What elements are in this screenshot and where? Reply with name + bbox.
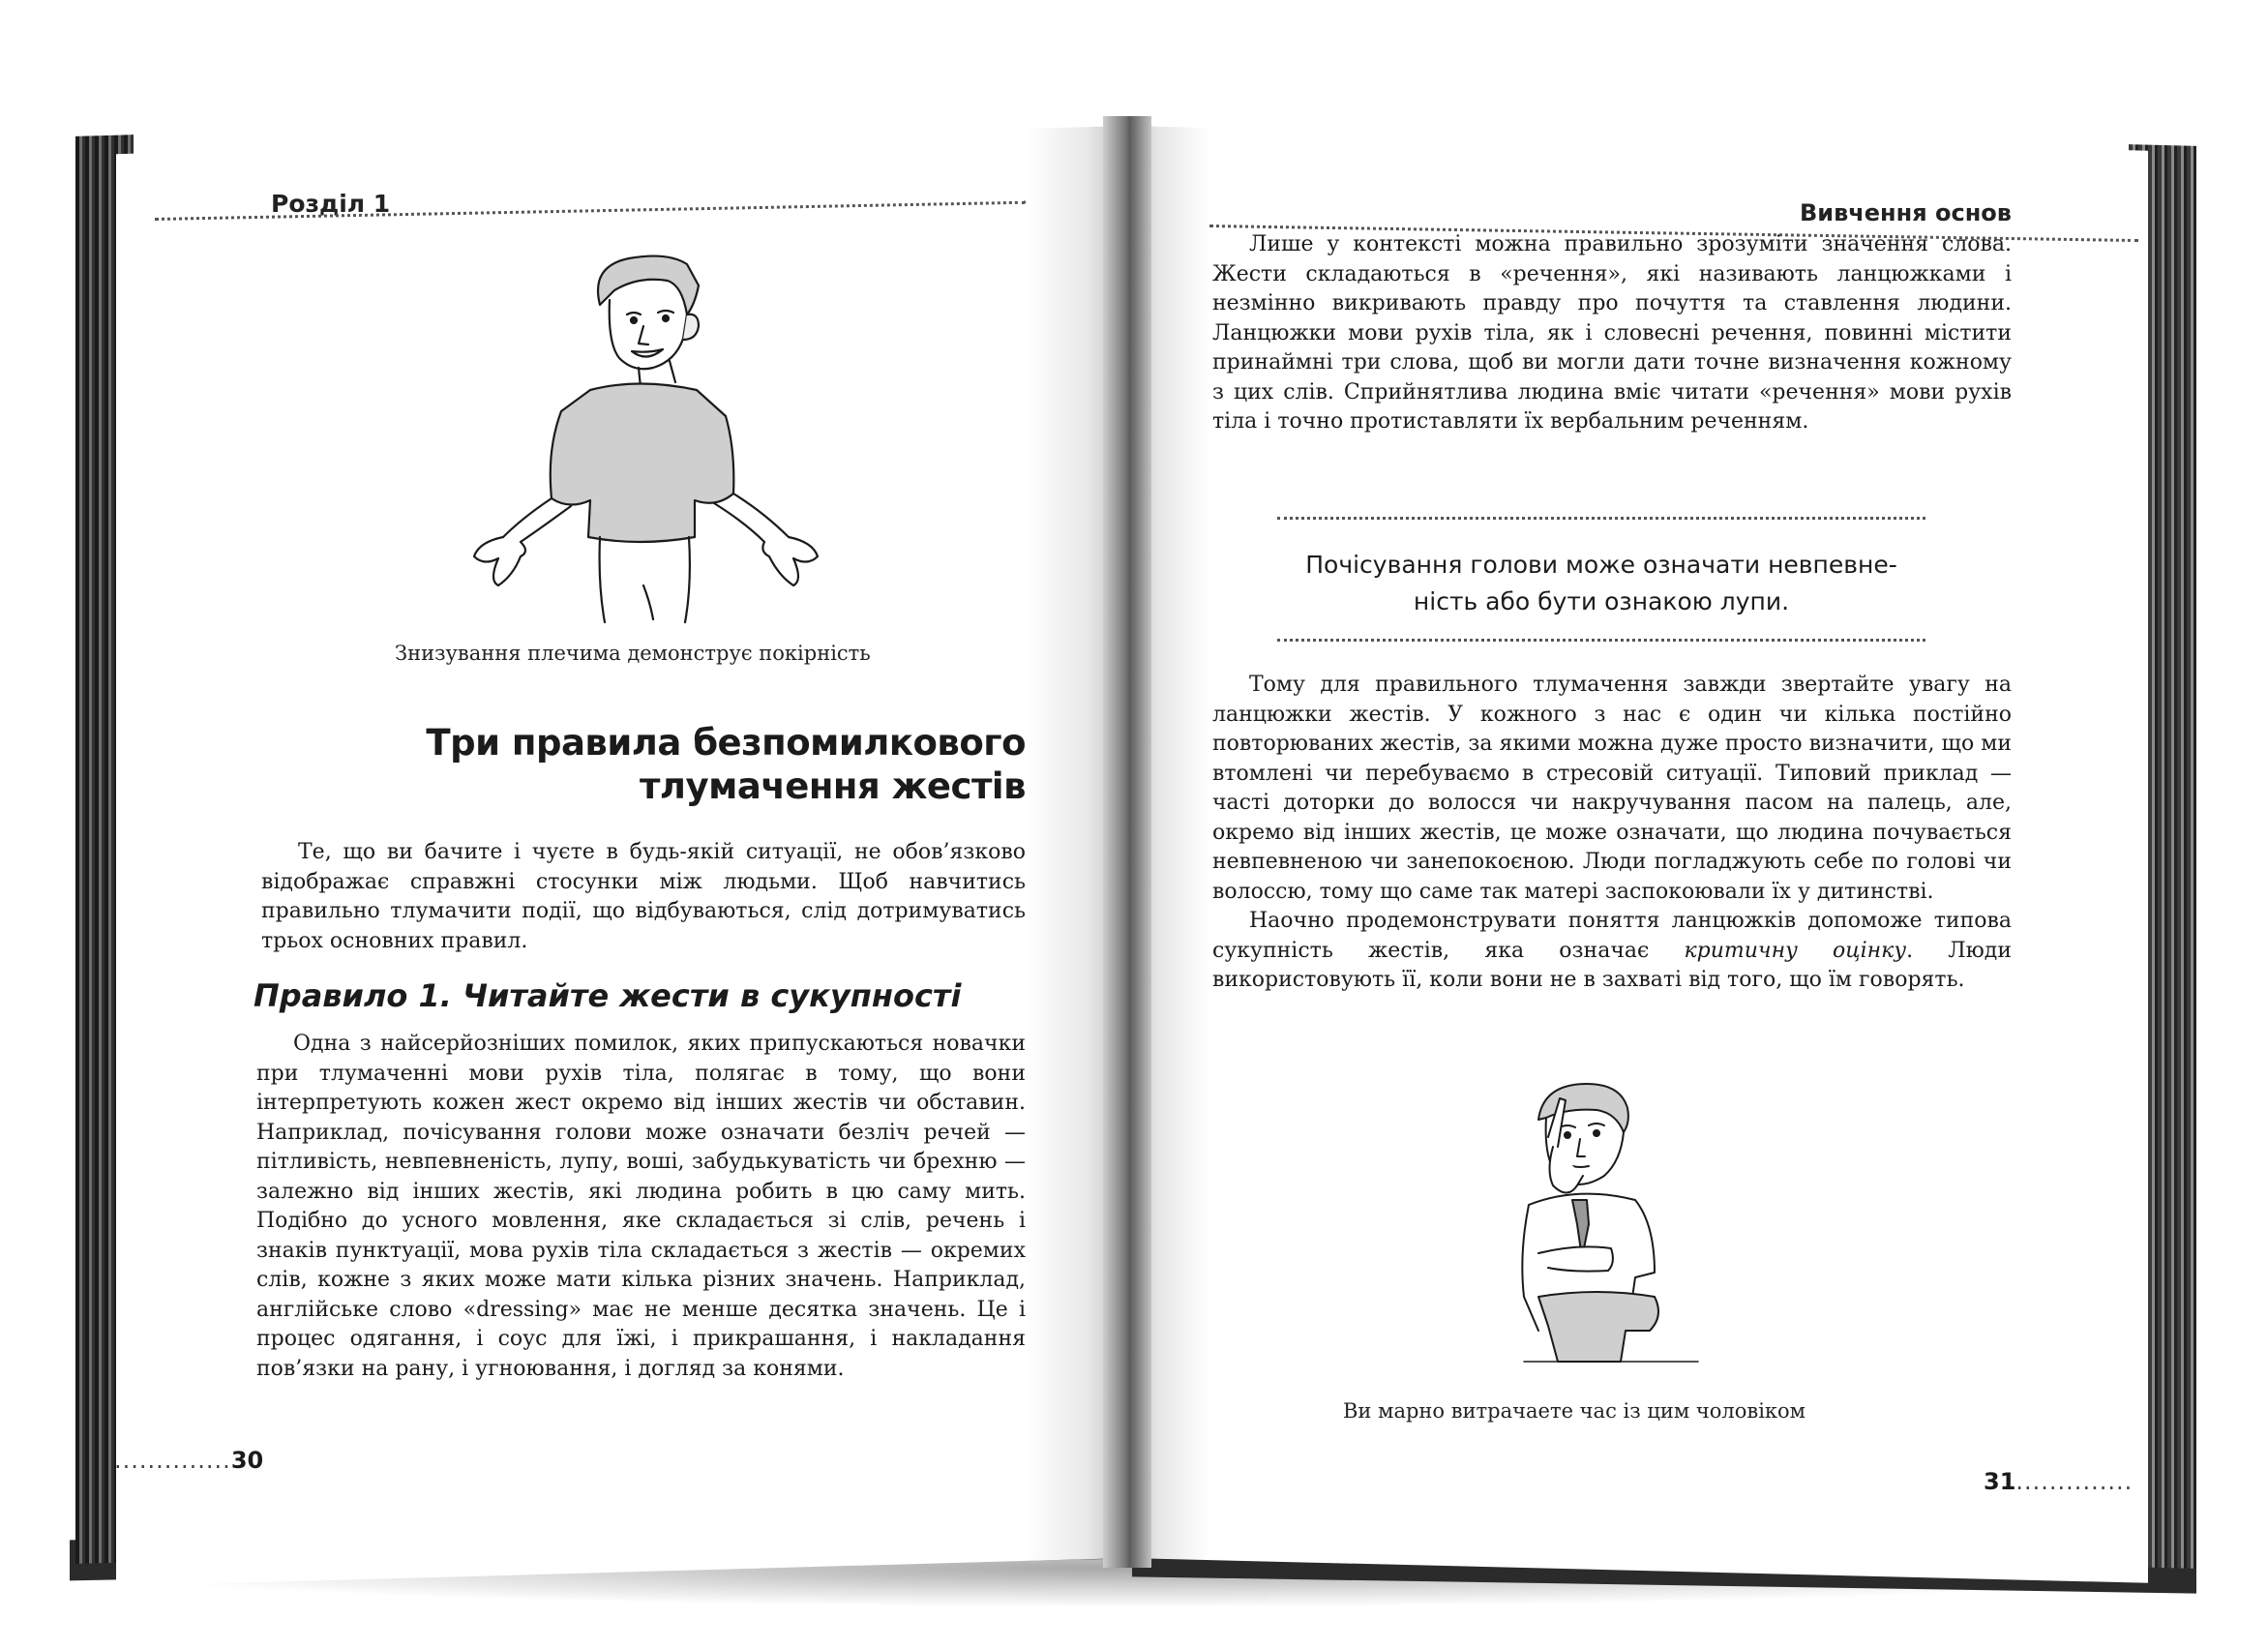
right-paragraph-3 — [1212, 907, 2012, 996]
left-page-number-dots: .............. — [114, 1447, 231, 1474]
book-spine — [1103, 116, 1151, 1568]
callout-bottom-rule — [1277, 639, 1925, 642]
section-title — [290, 721, 1026, 808]
callout-box — [1248, 547, 1955, 620]
right-page-number-dots: .............. — [2015, 1468, 2134, 1495]
rule-paragraph — [256, 1030, 1026, 1384]
right-paragraph-1 — [1212, 230, 2012, 437]
right-page-number — [1984, 1468, 2133, 1495]
right-paragraph-2 — [1212, 671, 2012, 996]
intro-paragraph-text: Те, що ви бачите і чуєте в будь-якій ситуації, не обов’язково відображає справжні стосунки між людьми. Щоб навчитись правильно тлумачити події, що відбуваються, слід дотримуватись трьох основних правил. — [261, 840, 1026, 953]
right-illustration-caption: Ви марно витрачаете час із цим чоловіком — [1343, 1399, 1806, 1423]
right-page-header: Вивчення основ — [1800, 199, 2012, 226]
right-paragraph-3-start: Наочно продемонструвати поняття ланцюжків допоможе типова сукупність жестів, яка означає — [1212, 909, 2012, 963]
right-paragraph-3-end: . Люди використовують її, коли вони не в захваті від того, що їм говорять. — [1212, 938, 2012, 992]
section-title-line-1: Три правила безпомилкового — [426, 722, 1026, 764]
right-paragraph-1-text: Лише у контексті можна правильно зрозуміти значення слова. Жести складаються в «речення», які називають ланцюжками і незмінно викривають правду про почуття та ставлення людини. Ланцюжки мови рухів тіла, як і словесні речення, повинні містити принаймні три слова, щоб ви могли дати точне визначення кожному з цих слів. Сприйнятлива людина вміє читати «речення» мови рухів тіла і точно протиставляти їх вербальним реченням. — [1212, 232, 2012, 434]
right-paragraph-3-italic: критичну оцінку — [1684, 938, 1907, 963]
shrug-man-illustration — [445, 247, 880, 624]
rule-heading: Правило 1. Читайте жести в сукупності — [254, 977, 962, 1014]
rule-paragraph-text: Одна з найсерйозніших помилок, яких припускаються новачки при тлумаченні мови рухів тіла, полягає в тому, що вони інтерпретують кожен жест окремо від інших жестів чи обставин. Наприклад, почісування голови може означати безліч речей — пітливість, невпевненість, лупу, воші, забудькуватість чи брехню — залежно від інших жестів, які людина робить в цю саму мить. Подібно до усного мовлення, яке складається зі слів, речень і знаків пунктуації, мова рухів тіла складається з жестів — окремих слів, кожне з яких може мати кілька різних значень. Наприклад, англійське слово «dressing» має не менше десятка значень. Це і процес одягання, і соус для їжі, і прикрашання, і накладання пов’язки на рану, і угноювання, і догляд за конями. — [256, 1032, 1026, 1381]
callout-line-2: ність або бути ознакою лупи. — [1413, 587, 1790, 615]
left-illustration-caption: Знизування плечима демонструє покірність — [395, 642, 871, 665]
callout-top-rule — [1277, 517, 1925, 520]
left-page-number — [114, 1447, 263, 1474]
section-title-line-2: тлумачення жестів — [639, 765, 1026, 807]
callout-line-1: Почісування голови може означати невпевне- — [1305, 551, 1897, 579]
critical-man-illustration — [1519, 1079, 1703, 1369]
right-page-number-value: 31 — [1984, 1468, 2016, 1495]
intro-paragraph — [261, 838, 1026, 956]
left-page-header: Розділ 1 — [271, 190, 391, 218]
left-page-number-value: 30 — [230, 1447, 264, 1474]
right-paragraph-2-text: Тому для правильного тлумачення завжди звертайте увагу на ланцюжки жестів. У кожного з нас є один чи кілька постійно повторюваних жестів, за якими можна дуже просто визначити, що ми втомлені чи перебуваємо в стресовій ситуації. Типовий приклад — часті доторки до волосся чи накручування пасом на палець, але, окремо від інших жестів, це може означати, що людина почувається невпевненою чи занепокоєною. Люди погладжують себе по голові чи волоссю, тому що саме так матері заспокоювали їх у дитинстві. — [1212, 673, 2012, 904]
